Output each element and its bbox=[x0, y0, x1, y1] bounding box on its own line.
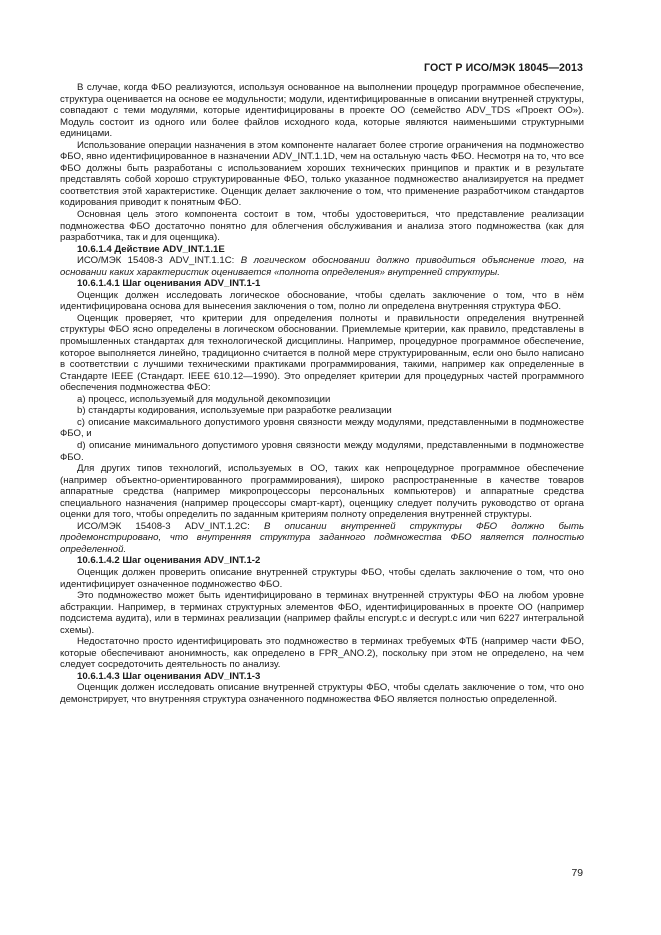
list-item: a) процесс, используемый для модульной декомпозиции bbox=[77, 393, 331, 405]
body-paragraph: Использование операции назначения в этом компоненте налагает более строгие ограничения на подмножество ФБО, явно идентифицированное в назначении ADV_INT.1.1D, чем на остальную часть ФБО. Несмотря на то, что все ФБО должны быть разработаны с использованием хороших технических принципов и практик и в результате представлять собой хорошо структурированные ФБО, только указанное подмножество анализируется на предмет соответствия этой характеристике. Оценщик делает заключение о том, что применение разработчиком стандартов кодирования приводит к понятным ФБО. bbox=[60, 139, 584, 209]
body-paragraph: Для других типов технологий, используемых в ОО, таких как непроцедурное программное обеспечение (например объектно-ориентированного программирования), широко распространенные в качестве товаров аппаратные средства (например микропроцессоры персональных компьютеров) и аппаратные средства специального назначения (например процессоры смарт-карт), оценщику следует получить руководство от органа оценки для того, чтобы определить по заданным критериям полноту определения внутренней структуры. bbox=[60, 463, 584, 521]
citation-text: В логическом обосновании должно приводиться объяснение того, на основании каких характеристик оценивается «полнота определения» внутренней структуры. bbox=[60, 255, 585, 278]
list-item: b) стандарты кодирования, используемые при разработке реализации bbox=[77, 405, 392, 417]
section-heading: 10.6.1.4 Действие ADV_INT.1.1E bbox=[77, 243, 225, 255]
requirement-citation bbox=[60, 255, 584, 278]
body-paragraph: Основная цель этого компонента состоит в том, чтобы удостовериться, что представление реализации подмножества ФБО достаточно понятно для облегчения обслуживания и анализа этого подмножества (как для разработчика, так и для оценщика). bbox=[60, 209, 584, 244]
section-heading: 10.6.1.4.3 Шаг оценивания ADV_INT.1-3 bbox=[77, 670, 261, 682]
section-heading: 10.6.1.4.1 Шаг оценивания ADV_INT.1-1 bbox=[77, 278, 261, 290]
requirement-citation bbox=[60, 521, 584, 556]
body-paragraph: В случае, когда ФБО реализуются, используя основанное на выполнении процедур программное обеспечение, структура оценивается на основе ее модульности; модули, идентифицированные в описании внутренней структуры, совпадают с теми модулями, которые идентифицированы в проекте ОО (семейство ADV_TDS «Проект ОО»). Модуль состоит из одного или более файлов исходного кода, которые являются наименьшими структурными единицами. bbox=[60, 82, 584, 140]
body-paragraph: Это подмножество может быть идентифицировано в терминах внутренней структуры ФБО на любом уровне абстракции. Например, в терминах структурных элементов ФБО, идентифицированных в проекте ОО (например подсистема аудита), или в терминах реализации (например файлы encrypt.c и decrypt.c или чип 6227 интегральной схемы). bbox=[60, 590, 584, 636]
citation-text: В описании внутренней структуры ФБО должно быть продемонстрировано, что внутренняя структура заданного подмножества ФБО является полностью определенной. bbox=[60, 520, 584, 555]
body-paragraph: Оценщик проверяет, что критерии для определения полноты и правильности определения внутренней структуры ФБО ясно определены в логическом обосновании. Приемлемые критерии, как правило, представлены в промышленных стандартах для технологической дисциплины. Например, процедурное программное обеспечение, которое выполняется линейно, традиционно считается в полной мере структурированным, если оно было написано в соответствии с лучшими техническими практиками программирования, такими, например как определенные в Стандарте IEEE (Стандарт. IEEE 610.12—1990). Это определяет критерии для процедурных частей программного обеспечения подмножества ФБО: bbox=[60, 312, 584, 394]
body-paragraph: Оценщик должен исследовать описание внутренней структуры ФБО, чтобы сделать заключение о том, что оно демонстрирует, что внутренняя структура означенного подмножества ФБО является полностью определенной. bbox=[60, 682, 584, 705]
page-header-standard: ГОСТ Р ИСО/МЭК 18045—2013 bbox=[424, 62, 583, 74]
list-item: d) описание минимального допустимого уровня связности между модулями, представленными в подмножестве ФБО. bbox=[60, 439, 584, 463]
document-body bbox=[60, 82, 584, 706]
body-paragraph: Оценщик должен исследовать логическое обоснование, чтобы сделать заключение о том, что в нём идентифицирована основа для вынесения заключения о том, полно ли определена внутренняя структура ФБО. bbox=[60, 289, 584, 313]
page-number: 79 bbox=[571, 868, 583, 879]
citation-reference: ИСО/МЭК 15408-3 ADV_INT.1.2C: bbox=[77, 520, 264, 532]
list-item: c) описание максимального допустимого уровня связности между модулями, представленными в подмножестве ФБО, и bbox=[60, 416, 584, 440]
body-paragraph: Недостаточно просто идентифицировать это подмножество в терминах требуемых ФТБ (например части ФБО, которые обеспечивают анонимность, как определено в FPR_ANO.2), поскольку при этом не определено, на чем следует сосредоточить деятельность по анализу. bbox=[60, 636, 584, 671]
section-heading: 10.6.1.4.2 Шаг оценивания ADV_INT.1-2 bbox=[77, 555, 261, 567]
body-paragraph: Оценщик должен проверить описание внутренней структуры ФБО, чтобы сделать заключение о том, что оно идентифицирует означенное подмножество ФБО. bbox=[60, 566, 584, 590]
citation-reference: ИСО/МЭК 15408-3 ADV_INT.1.1C: bbox=[77, 255, 241, 267]
